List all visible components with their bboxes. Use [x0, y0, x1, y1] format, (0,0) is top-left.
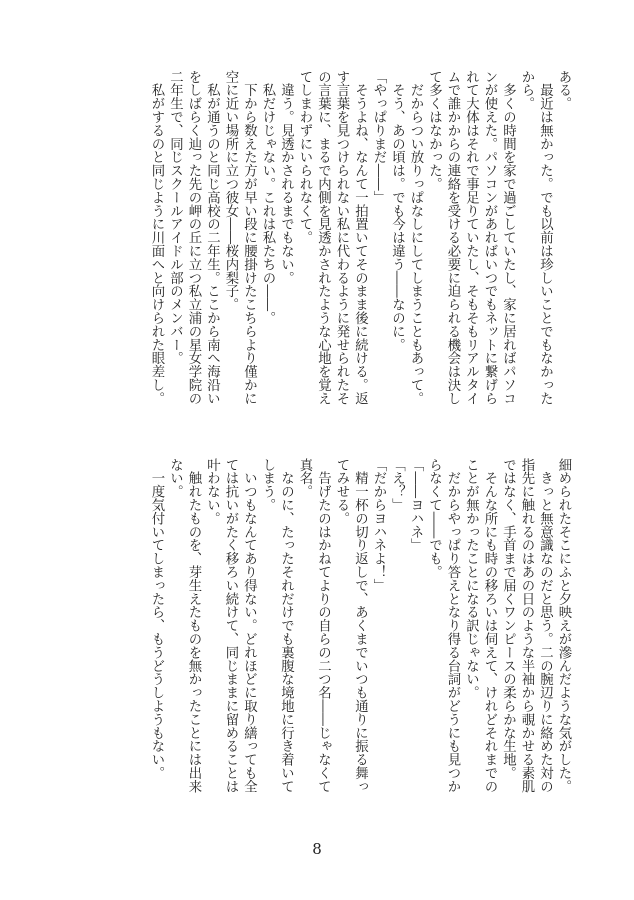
text-line: をしばらく辿った先の岬の丘に立つ私立浦の星女学院の [186, 70, 201, 405]
text-line: ンが使えた。パソコンがあればいつでもネットに繋げら [482, 70, 497, 405]
text-line: 触れたものを、芽生えたものを無かったことには出来 [186, 458, 201, 793]
text-line: 指先に触れるのはあの日のような半袖から覗かせる素肌 [519, 458, 534, 793]
text-line: から。 [519, 70, 534, 111]
text-line: 多くの時間を家で過ごしていたし、家に居ればパソコ [500, 70, 516, 405]
text-line: いつもなんてあり得ない。どれほどに取り繕っても全 [241, 458, 257, 793]
text-line: れて大体はそれで事足りていたし、そもそもリアルタイ [463, 70, 479, 405]
text-line: 「え？」 [389, 458, 405, 512]
text-line: 細められたそこにふと夕映えが滲んだような気がした。 [556, 458, 571, 793]
text-line: だからつい放りっぱなしにしてしまうこともあって。 [408, 70, 423, 405]
text-line: だからやっぱり答えとなり得る台詞がどうにも見つか [445, 458, 460, 793]
text-line: す言葉を見つけられない私に代わるように発せられたそ [334, 70, 349, 405]
page-number: 8 [312, 840, 322, 858]
text-line: そう、あの頃は。でも今は違う――なのに。 [389, 70, 405, 352]
text-line: 一度気付いてしまったら、もうどうしようもない。 [149, 458, 164, 780]
text-line: 下から数えた方が早い段に腰掛けたこちらより僅かに [241, 70, 257, 405]
text-line: そんな所にも時の移ろいは伺えて、けれどそれまでの [482, 458, 497, 793]
text-line: しまう。 [260, 458, 275, 512]
text-line: 告げたのはかねてよりの自らの二つ名――じゃなくて [315, 458, 331, 793]
text-line: ある。 [556, 70, 571, 111]
text-line: の言葉に、まるで内側を見透かされたような心地を覚え [315, 70, 331, 405]
text-line: 違う。見透かされるまでもない。 [278, 70, 294, 285]
text-line: 私がするのと同じように川面へと向けられた眼差し。 [149, 70, 164, 405]
text-line: 真名。 [297, 458, 312, 499]
text-line: 叶わない。 [204, 458, 220, 525]
text-line: らなくて――でも。 [426, 458, 442, 579]
text-line: 「だからヨハネよ！」 [371, 458, 386, 592]
text-block-upper [62, 70, 572, 440]
text-line: 「――ヨハネ」 [408, 458, 423, 552]
text-line: そうよね、なんて一拍置いてそのまま後に続ける。返 [352, 70, 368, 405]
text-line: てしまわずにいられなくて。 [297, 70, 312, 245]
text-block-lower [62, 458, 572, 828]
text-line: 私が通うのと同じ高校の二年生。ここから南へ海沿い [204, 70, 220, 405]
text-line: ではなく、手首まで届くワンピースの柔らかな生地。 [500, 458, 516, 780]
text-line: て多くはなかった。 [426, 70, 442, 191]
text-line: ムで誰かからの連絡を受ける必要に迫られる機会は決し [445, 70, 460, 405]
text-line: ない。 [167, 458, 183, 499]
text-line: 二年生で、同じスクールアイドル部のメンバー。 [167, 70, 183, 365]
text-line: 最近は無かった。でも以前は珍しいことでもなかった [537, 70, 553, 405]
text-line: てみせる。 [334, 458, 349, 525]
text-line: なのに、たったそれだけでも裏腹な境地に行き着いて [278, 458, 294, 793]
text-line: 空に近い場所に立つ彼女――桜内梨子。 [223, 70, 238, 312]
text-line: 「やっぱりまだ――」 [371, 70, 386, 204]
text-line: ことが無かったことになる訳じゃない。 [463, 458, 479, 700]
text-line: きっと無意識なのだと思う。二の腕辺りに絡めた対の [537, 458, 553, 793]
text-line: ては抗いがたく移ろい続けて、同じままに留めることは [223, 458, 238, 793]
text-line: 私だけじゃない。これは私たちの――。 [260, 70, 275, 325]
text-line: 精一杯の切り返しで、あくまでいつも通りに振る舞っ [352, 458, 368, 793]
